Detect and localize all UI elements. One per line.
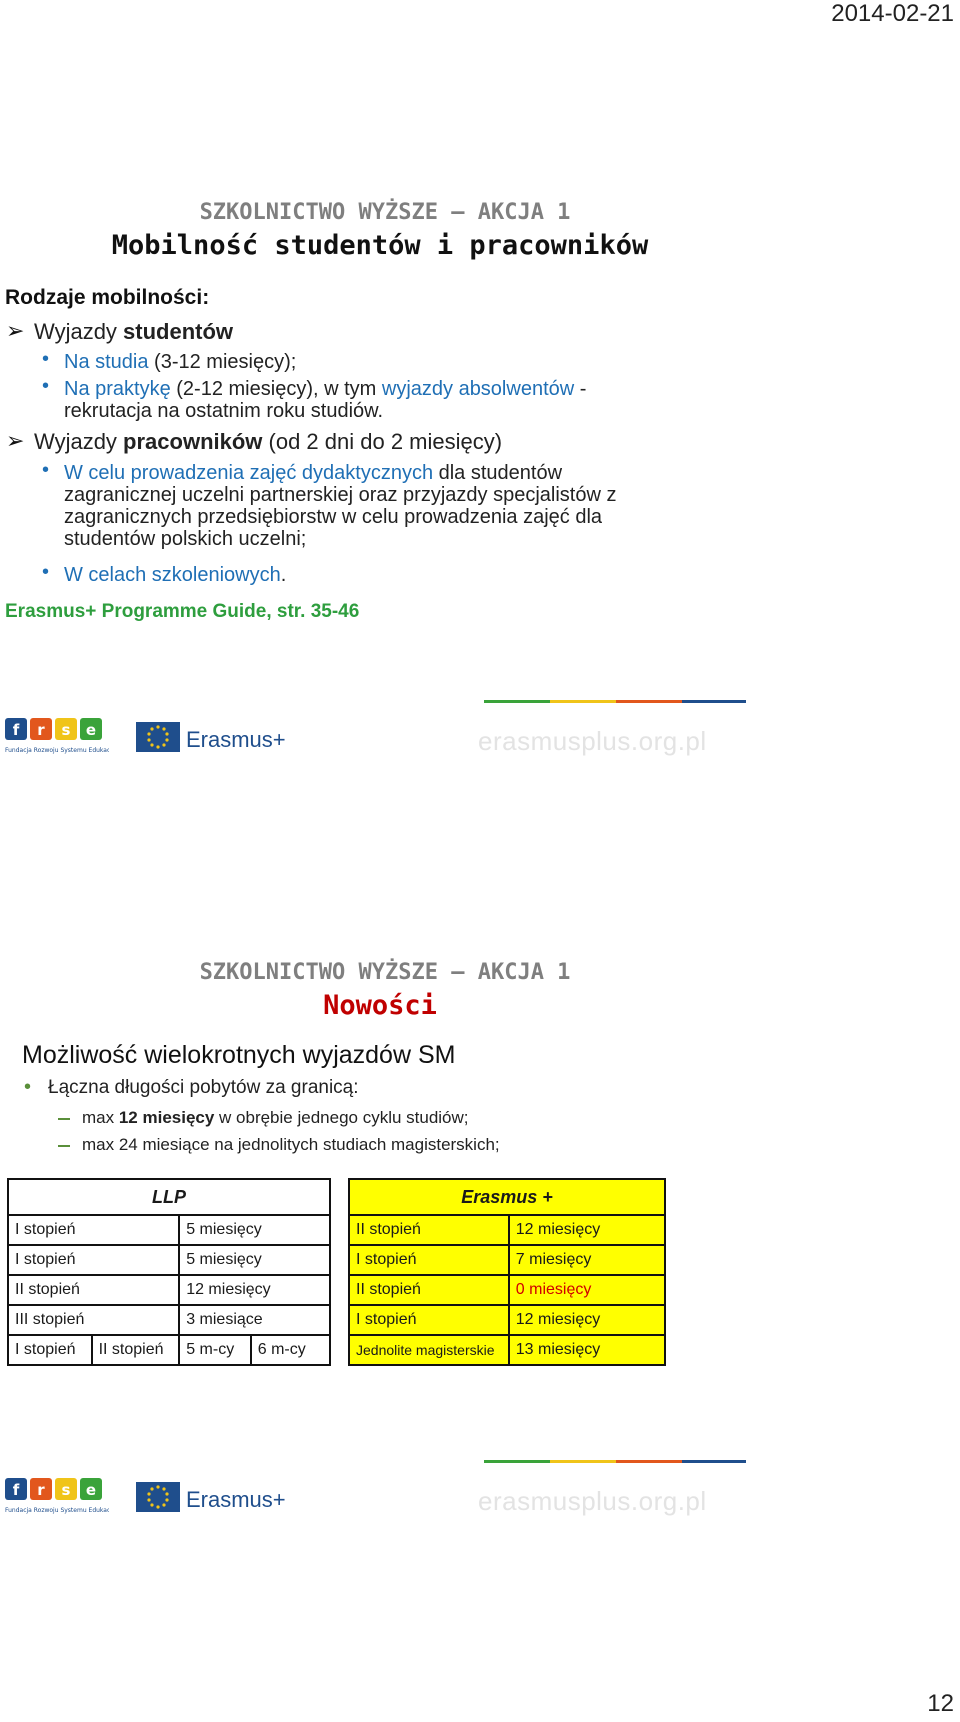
svg-text:e: e xyxy=(85,721,97,739)
frse-logo xyxy=(5,1476,109,1518)
bullet-dot-icon: • xyxy=(24,1076,32,1098)
table-cell: 5 miesięcy xyxy=(179,1215,330,1245)
bullet-internship xyxy=(64,377,586,401)
table-row xyxy=(8,1305,330,1335)
teaching-link[interactable]: W celu prowadzenia zajęć dydaktycznych xyxy=(64,462,434,484)
table-cell: 6 m-cy xyxy=(251,1335,330,1365)
table-cell: 12 miesięcy xyxy=(179,1275,330,1305)
footer-rule-green xyxy=(484,1460,550,1463)
table-row xyxy=(349,1215,665,1245)
svg-text:r: r xyxy=(37,1481,45,1499)
erasmus-table-header: Erasmus + xyxy=(349,1179,665,1215)
teaching-text: dla studentów xyxy=(433,462,563,484)
erasmus-plus-logo xyxy=(136,720,292,756)
table-cell-zero-months: 0 miesięcy xyxy=(509,1275,665,1305)
table-row xyxy=(349,1305,665,1335)
bullet-dot-icon: • xyxy=(42,459,50,481)
website-url[interactable]: erasmusplus.org.pl xyxy=(478,726,707,756)
table-cell: 12 miesięcy xyxy=(509,1215,665,1245)
footer-rule-blue xyxy=(682,700,746,703)
arrow-item-staff xyxy=(34,430,502,454)
table-row xyxy=(8,1245,330,1275)
table-cell: 3 miesiące xyxy=(179,1305,330,1335)
slide-title: Mobilność studentów i pracowników xyxy=(111,230,649,261)
svg-text:f: f xyxy=(12,721,20,739)
bullet-dot-icon: • xyxy=(42,561,50,583)
footer-rule-orange xyxy=(616,700,682,703)
table-cell: 12 miesięcy xyxy=(509,1305,665,1335)
bullet-dot-icon: • xyxy=(42,375,50,397)
bullet-training xyxy=(64,563,286,587)
table-cell: 13 miesięcy xyxy=(509,1335,665,1365)
document-date: 2014-02-21 xyxy=(831,0,954,27)
page-number: 12 xyxy=(927,1690,954,1717)
slide-subtitle: SZKOLNICTWO WYŻSZE – AKCJA 1 xyxy=(199,960,571,985)
footer-rule-yellow xyxy=(550,700,616,703)
table-cell: I stopień xyxy=(349,1305,509,1335)
arrow-item-bold: pracowników xyxy=(123,429,263,454)
svg-text:s: s xyxy=(61,721,71,739)
table-row xyxy=(349,1275,665,1305)
table-cell: II stopień xyxy=(349,1275,509,1305)
arrow-item-text: Wyjazdy xyxy=(34,319,124,344)
svg-text:r: r xyxy=(37,721,45,739)
erasmus-logo-text: Erasmus+ xyxy=(186,727,286,752)
bullet-studies xyxy=(64,350,296,374)
table-cell: III stopień xyxy=(8,1305,179,1335)
internship-end: - xyxy=(574,378,587,400)
training-end: . xyxy=(280,564,287,586)
sub-bullet-text: max xyxy=(82,1108,119,1127)
dash-bullet-icon xyxy=(58,1145,70,1147)
footer-rule-blue xyxy=(682,1460,746,1463)
arrow-item-text: Wyjazdy xyxy=(34,429,124,454)
arrow-item-rest: (od 2 dni do 2 miesięcy) xyxy=(262,429,503,454)
table-cell: II stopień xyxy=(349,1215,509,1245)
table-row xyxy=(8,1335,330,1365)
table-cell: 5 miesięcy xyxy=(179,1245,330,1275)
frse-caption: Fundacja Rozwoju Systemu Edukacji xyxy=(5,1507,109,1514)
sub-bullet-cycle xyxy=(82,1106,469,1130)
table-cell: I stopień xyxy=(8,1335,92,1365)
sub-bullet-master: max 24 miesiące na jednolitych studiach magisterskich; xyxy=(82,1135,500,1154)
sub-bullet-rest: w obrębie jednego cyklu studiów; xyxy=(214,1108,469,1127)
frse-logo xyxy=(5,716,109,758)
frse-caption: Fundacja Rozwoju Systemu Edukacji xyxy=(5,747,109,754)
sub-bullet-bold: 12 miesięcy xyxy=(118,1108,215,1127)
bullet-teaching-line4: studentów polskich uczelni; xyxy=(64,528,307,550)
internship-text: (2-12 miesięcy), w tym xyxy=(170,378,382,400)
bullet-dot-icon: • xyxy=(42,348,50,370)
studies-link[interactable]: Na studia xyxy=(64,351,149,373)
erasmus-table xyxy=(348,1178,666,1366)
erasmus-logo-text: Erasmus+ xyxy=(186,1487,286,1512)
table-cell: I stopień xyxy=(8,1245,179,1275)
table-cell: Jednolite magisterskie xyxy=(349,1335,509,1365)
table-cell: 7 miesięcy xyxy=(509,1245,665,1275)
section-label: Rodzaje mobilności: xyxy=(5,286,210,309)
bullet-total-duration: Łączna długości pobytów za granicą: xyxy=(48,1077,359,1098)
svg-text:f: f xyxy=(12,1481,20,1499)
table-row xyxy=(349,1245,665,1275)
table-cell: 5 m-cy xyxy=(179,1335,251,1365)
llp-table-header: LLP xyxy=(8,1179,330,1215)
slide-heading: Możliwość wielokrotnych wyjazdów SM xyxy=(22,1041,456,1069)
table-cell: I stopień xyxy=(8,1215,179,1245)
bullet-teaching-line2: zagranicznej uczelni partnerskiej oraz przyjazdy specjalistów z xyxy=(64,484,617,506)
table-cell: II stopień xyxy=(8,1275,179,1305)
footer-rule-orange xyxy=(616,1460,682,1463)
table-cell: II stopień xyxy=(92,1335,180,1365)
arrow-item-bold: studentów xyxy=(123,319,234,344)
svg-text:s: s xyxy=(61,1481,71,1499)
table-row xyxy=(349,1335,665,1365)
slide-title: Nowości xyxy=(323,990,437,1021)
arrow-bullet-icon: ➢ xyxy=(6,318,25,343)
table-row xyxy=(8,1215,330,1245)
table-row xyxy=(8,1275,330,1305)
bullet-teaching-line3: zagranicznych przedsiębiorstw w celu prowadzenia zajęć dla xyxy=(64,506,603,528)
training-link[interactable]: W celach szkoleniowych xyxy=(64,564,281,586)
footer-rule-green xyxy=(484,700,550,703)
llp-table xyxy=(7,1178,331,1366)
table-cell: I stopień xyxy=(349,1245,509,1275)
programme-guide-reference[interactable]: Erasmus+ Programme Guide, str. 35-46 xyxy=(5,601,360,622)
slide-news xyxy=(0,960,760,1528)
arrow-bullet-icon: ➢ xyxy=(6,428,25,453)
footer-rule-yellow xyxy=(550,1460,616,1463)
arrow-item-students xyxy=(34,320,233,344)
studies-text: (3-12 miesięcy); xyxy=(148,351,297,373)
bullet-internship-line2: rekrutacja na ostatnim roku studiów. xyxy=(64,400,384,422)
erasmus-plus-logo xyxy=(136,1480,292,1516)
slide-subtitle: SZKOLNICTWO WYŻSZE – AKCJA 1 xyxy=(199,200,571,225)
graduates-link[interactable]: wyjazdy absolwentów xyxy=(381,378,575,400)
website-url[interactable]: erasmusplus.org.pl xyxy=(478,1486,707,1516)
slide-mobility xyxy=(0,200,760,768)
bullet-teaching xyxy=(64,461,562,485)
dash-bullet-icon xyxy=(58,1118,70,1120)
svg-text:e: e xyxy=(85,1481,97,1499)
internship-link[interactable]: Na praktykę xyxy=(64,378,171,400)
